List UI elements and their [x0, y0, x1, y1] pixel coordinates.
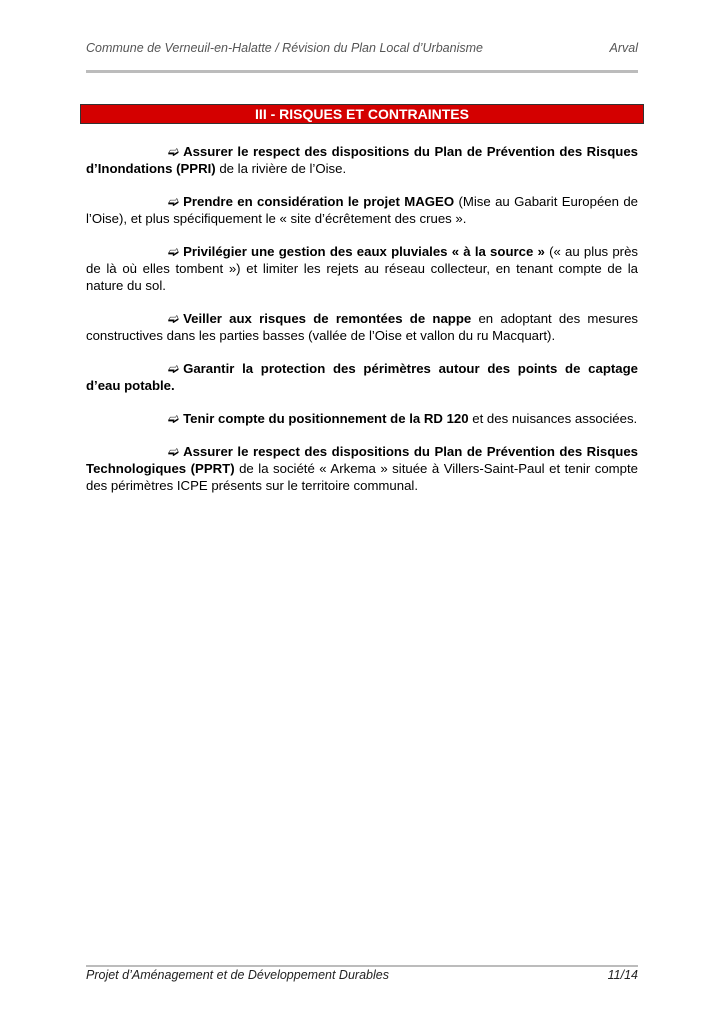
- hollow-arrow-icon: ➫: [168, 411, 180, 426]
- footer-title: Projet d’Aménagement et de Développement Durables: [86, 968, 389, 982]
- document-body: [86, 143, 638, 510]
- hollow-arrow-icon: ➫: [168, 361, 180, 376]
- item-bold-text: Veiller aux risques de remontées de nappe: [183, 311, 472, 326]
- hollow-arrow-icon: ➫: [168, 444, 180, 459]
- list-item: [86, 443, 638, 494]
- item-text: (Mise au Gabarit Européen de l’Oise), et plus spécifiquement le « site d’écrêtement des crues ».: [86, 194, 638, 226]
- hollow-arrow-icon: ➫: [168, 244, 180, 259]
- item-bold-text: Privilégier une gestion des eaux pluviales « à la source »: [183, 244, 545, 259]
- item-bold-text: Tenir compte du positionnement de la RD 120: [183, 411, 469, 426]
- header-title: Commune de Verneuil-en-Halatte / Révision du Plan Local d’Urbanisme: [86, 41, 483, 55]
- header-divider: [86, 70, 638, 73]
- page-number: 11/14: [607, 968, 638, 982]
- header-author: Arval: [609, 41, 638, 55]
- item-text: en adoptant des mesures constructives dans les parties basses (vallée de l’Oise et vallon du ru Macquart).: [86, 311, 638, 343]
- item-text: et des nuisances associées.: [468, 411, 638, 426]
- list-item: [86, 193, 638, 227]
- footer-divider: [86, 965, 638, 967]
- list-item: [86, 410, 638, 427]
- list-item: [86, 310, 638, 344]
- list-item: [86, 143, 638, 177]
- list-item: [86, 243, 638, 294]
- hollow-arrow-icon: ➫: [168, 144, 180, 159]
- section-title: III - RISQUES ET CONTRAINTES: [80, 104, 644, 124]
- item-bold-text: Assurer le respect des dispositions du Plan de Prévention des Risques d’Inondations (PPRI): [86, 144, 638, 176]
- hollow-arrow-icon: ➫: [168, 194, 180, 209]
- hollow-arrow-icon: ➫: [168, 311, 180, 326]
- item-bold-text: Assurer le respect des dispositions du Plan de Prévention des Risques Technologiques (PPRT): [86, 444, 638, 476]
- item-text: (« au plus près de là où elles tombent ») et limiter les rejets au réseau collecteur, en tenant compte de la nature du sol.: [86, 244, 639, 293]
- item-text: de la société « Arkema » située à Villers-Saint-Paul et tenir compte des périmètres ICPE présents sur le territoire communal.: [86, 461, 639, 493]
- list-item: [86, 360, 638, 394]
- item-text: de la rivière de l’Oise.: [215, 161, 347, 176]
- item-bold-text: Garantir la protection des périmètres autour des points de captage d’eau potable.: [86, 361, 638, 393]
- item-bold-text: Prendre en considération le projet MAGEO: [183, 194, 455, 209]
